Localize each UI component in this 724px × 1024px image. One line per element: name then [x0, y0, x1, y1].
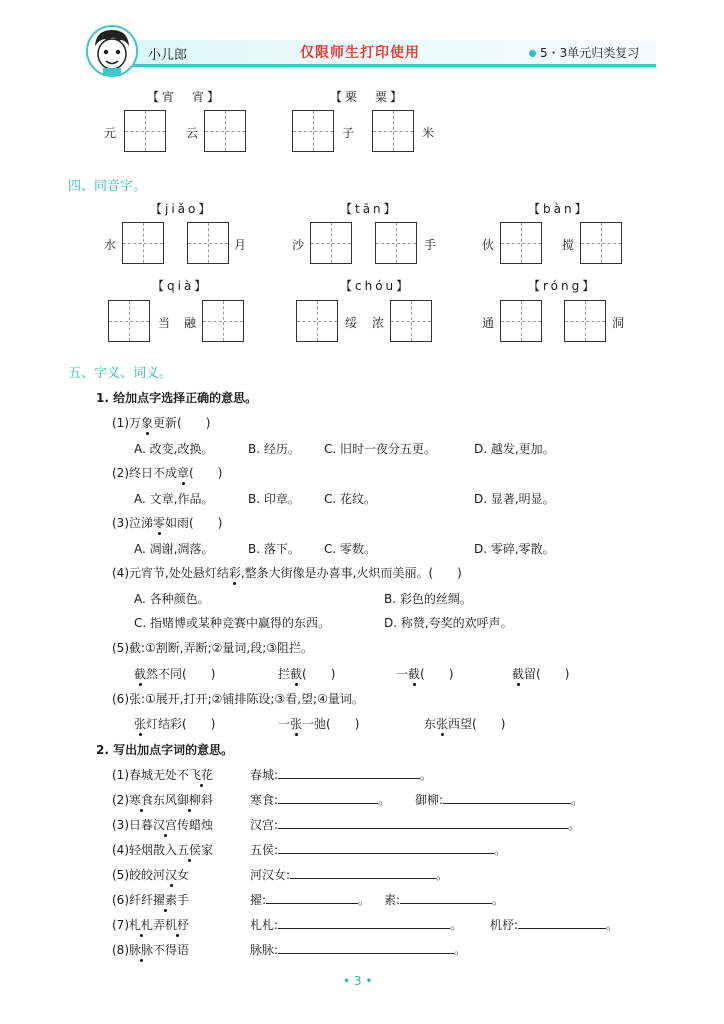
unit-title: 5・3单元归类复习	[540, 46, 640, 60]
dotted-char: 张	[436, 717, 449, 731]
writing-box[interactable]	[390, 300, 432, 342]
option-d: D. 越发,更加。	[474, 442, 555, 456]
option-a: A. 各种颜色。	[134, 592, 210, 606]
pinyin-label: 【qià】	[152, 279, 210, 293]
char-label: 月	[234, 238, 247, 252]
dotted-char: 张	[134, 717, 147, 731]
sub-question: (1)万象更新( )	[112, 416, 211, 430]
writing-box[interactable]	[202, 300, 244, 342]
option-b: B. 经历。	[248, 442, 300, 456]
answer-blank[interactable]	[278, 792, 378, 804]
writing-box[interactable]	[292, 110, 334, 152]
question-title: 2. 写出加点字词的意思。	[96, 743, 234, 757]
char-label: 米	[422, 126, 435, 140]
word-item: 截留( )	[512, 667, 570, 681]
option-c: C. 旧时一夜分五更。	[324, 442, 437, 456]
writing-box[interactable]	[124, 110, 166, 152]
option-a: A. 凋谢,凋落。	[134, 542, 214, 556]
writing-box[interactable]	[500, 222, 542, 264]
answer-row: 御柳: 。	[415, 793, 584, 807]
option-b: B. 彩色的丝绸。	[384, 592, 472, 606]
writing-box[interactable]	[564, 300, 606, 342]
answer-blank[interactable]	[278, 942, 454, 954]
char-label: 洞	[612, 316, 625, 330]
section-title: 五、字义、词义。	[68, 366, 173, 381]
answer-row: 五侯: 。	[250, 843, 507, 857]
answer-blank[interactable]	[278, 767, 420, 779]
dotted-char: 零	[153, 516, 166, 530]
char-label: 云	[186, 126, 199, 140]
writing-box[interactable]	[204, 110, 246, 152]
writing-box[interactable]	[296, 300, 338, 342]
option-b: B. 印章。	[248, 492, 300, 506]
writing-box[interactable]	[580, 222, 622, 264]
answer-blank[interactable]	[278, 817, 568, 829]
poem-line: (7)札札弄机杼	[112, 918, 190, 932]
section-title: 四、同音字。	[68, 179, 147, 194]
pinyin-label: 【chóu】	[340, 279, 412, 293]
option-c: C. 零数。	[324, 542, 377, 556]
char-label: 搅	[562, 238, 575, 252]
char-pair-bracket: 【宵 宵】	[147, 90, 223, 104]
brand-name: 小儿郎	[148, 48, 188, 63]
answer-row: 汉宫: 。	[250, 818, 581, 832]
dotted-char: 截	[408, 667, 421, 681]
answer-blank[interactable]	[443, 792, 571, 804]
option-d: D. 称赞,夸奖的欢呼声。	[384, 616, 513, 630]
pinyin-label: 【jiǎo】	[150, 202, 214, 216]
poem-line: (8)脉脉不得语	[112, 943, 190, 957]
sub-question: (3)泣涕零如雨( )	[112, 516, 223, 530]
char-label: 子	[342, 126, 355, 140]
writing-box[interactable]	[108, 300, 150, 342]
pinyin-label: 【róng】	[528, 279, 598, 293]
char-label: 浓	[372, 316, 385, 330]
option-b: B. 落下。	[248, 542, 300, 556]
sub-question: (6)张:①展开,打开;②铺排陈设;③看,望;④量词。	[112, 692, 364, 706]
answer-row: 素: 。	[384, 893, 505, 907]
answer-row: 春城: 。	[250, 768, 433, 782]
dotted-char: 截	[512, 667, 525, 681]
header-rule	[100, 64, 656, 67]
answer-row: 擢: 。	[250, 893, 371, 907]
option-c: C. 指赌博或某种竞赛中赢得的东西。	[134, 616, 331, 630]
word-item: 一张一弛( )	[278, 717, 360, 731]
answer-row: 脉脉: 。	[250, 943, 467, 957]
page-number: • 3 •	[343, 974, 373, 988]
answer-row: 机杼: 。	[490, 918, 619, 932]
dotted-char: 象	[141, 416, 154, 430]
answer-blank[interactable]	[278, 842, 494, 854]
dotted-char: 截	[134, 667, 147, 681]
pinyin-label: 【tān】	[340, 202, 399, 216]
bullet-dot-icon	[529, 50, 536, 57]
option-d: D. 零碎,零散。	[474, 542, 555, 556]
option-d: D. 显著,明显。	[474, 492, 555, 506]
poem-line: (3)日暮汉宫传蜡烛	[112, 818, 214, 832]
char-label: 元	[104, 126, 117, 140]
dotted-char: 张	[290, 717, 303, 731]
poem-line: (4)轻烟散入五侯家	[112, 843, 214, 857]
word-item: 拦截( )	[278, 667, 336, 681]
writing-box[interactable]	[187, 222, 229, 264]
char-label: 水	[104, 238, 117, 252]
poem-line: (5)皎皎河汉女	[112, 868, 190, 882]
option-a: A. 改变,改换。	[134, 442, 214, 456]
writing-box[interactable]	[122, 222, 164, 264]
answer-row: 河汉女: 。	[250, 868, 449, 882]
dotted-char: 章	[177, 466, 190, 480]
word-item: 东张西望( )	[424, 717, 506, 731]
writing-box[interactable]	[310, 222, 352, 264]
poem-line: (1)春城无处不飞花	[112, 768, 214, 782]
question-title: 1. 给加点字选择正确的意思。	[96, 391, 258, 405]
char-label: 当	[158, 316, 171, 330]
writing-box[interactable]	[372, 110, 414, 152]
word-item: 一截( )	[396, 667, 454, 681]
word-item: 截然不同( )	[134, 667, 216, 681]
answer-row: 札札: 。	[250, 918, 463, 932]
boy-mascot-icon	[86, 24, 138, 78]
word-item: 张灯结彩( )	[134, 717, 216, 731]
sub-question: (5)截:①割断,弄断;②量词,段;③阻拦。	[112, 641, 314, 655]
answer-blank[interactable]	[278, 917, 450, 929]
sub-question: (4)元宵节,处处悬灯结彩,整条大街像是办喜事,火炽而美丽。( )	[112, 566, 462, 580]
answer-blank[interactable]	[266, 892, 358, 904]
char-label: 绥	[345, 316, 358, 330]
answer-blank[interactable]	[290, 867, 436, 879]
option-a: A. 文章,作品。	[134, 492, 214, 506]
char-label: 融	[184, 316, 197, 330]
print-notice: 仅限师生打印使用	[300, 45, 420, 61]
char-pair-bracket: 【栗 粟】	[330, 90, 406, 104]
poem-line: (6)纤纤擢素手	[112, 893, 190, 907]
char-label: 伙	[482, 238, 495, 252]
sub-question: (2)终日不成章( )	[112, 466, 223, 480]
answer-blank[interactable]	[518, 917, 606, 929]
char-label: 手	[424, 238, 437, 252]
pinyin-label: 【bàn】	[528, 202, 590, 216]
writing-box[interactable]	[500, 300, 542, 342]
dotted-char: 彩	[228, 566, 241, 580]
answer-blank[interactable]	[400, 892, 492, 904]
char-label: 沙	[292, 238, 305, 252]
writing-box[interactable]	[375, 222, 417, 264]
option-c: C. 花纹。	[324, 492, 377, 506]
answer-row: 寒食: 。	[250, 793, 391, 807]
poem-line: (2)寒食东风御柳斜	[112, 793, 214, 807]
char-label: 通	[482, 316, 495, 330]
dotted-char: 截	[290, 667, 303, 681]
